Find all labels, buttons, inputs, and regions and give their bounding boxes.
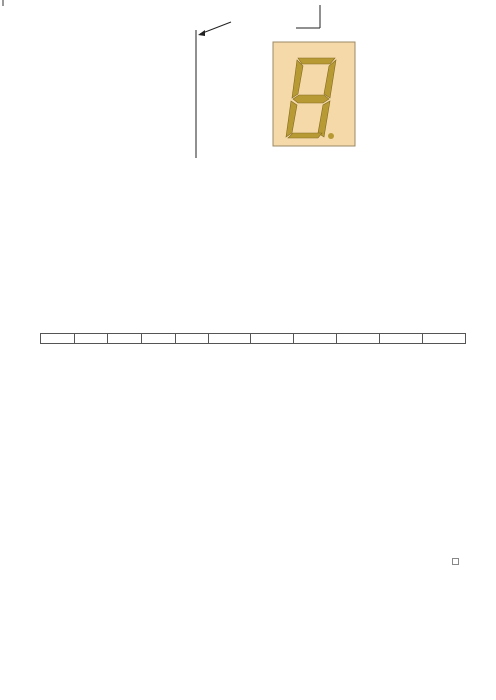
display-segment-a	[298, 58, 335, 64]
seven-segment-figure	[0, 0, 496, 230]
display-package	[273, 42, 355, 146]
truth-table-1	[40, 333, 466, 344]
display-dp	[328, 133, 334, 139]
truth-table-1-header	[41, 334, 466, 344]
display-segment-g	[293, 95, 329, 103]
table-resize-handle[interactable]	[452, 558, 459, 565]
display-segment-d	[288, 133, 322, 138]
